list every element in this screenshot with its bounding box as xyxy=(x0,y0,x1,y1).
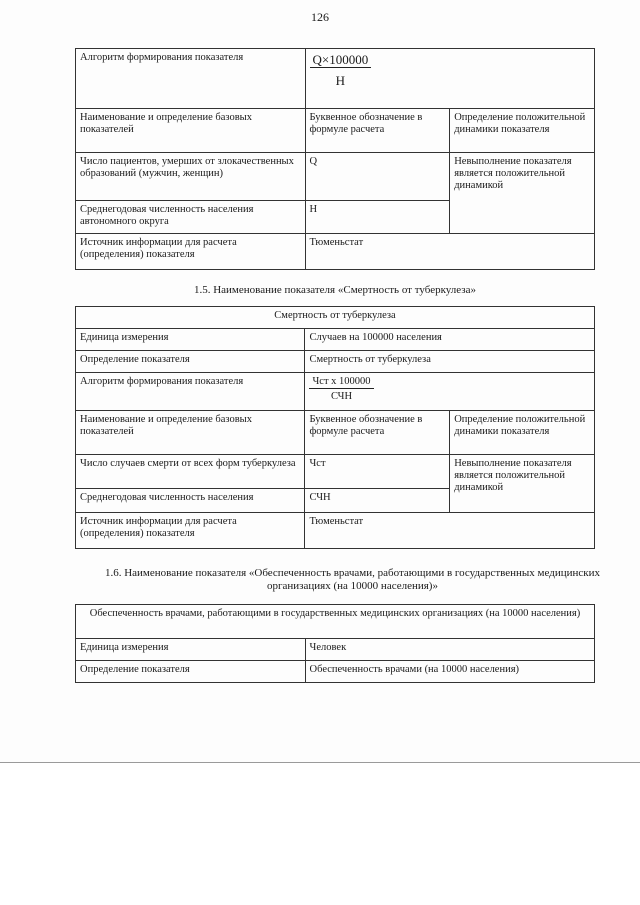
table-title-row xyxy=(76,307,595,329)
formula-cell xyxy=(305,49,595,109)
table-row xyxy=(76,373,595,411)
header-col3: Определение положительной динамики показателя xyxy=(450,411,595,455)
base-indicator-symbol: Q xyxy=(305,153,450,201)
formula-denominator: СЧН xyxy=(330,391,353,402)
table-row xyxy=(76,455,595,489)
base-indicator-name: Среднегодовая численность населения xyxy=(76,489,305,513)
unit-value: Человек xyxy=(305,639,594,661)
table-row xyxy=(76,153,595,201)
base-indicator-symbol: Чст xyxy=(305,455,450,489)
definition-value: Смертность от туберкулеза xyxy=(305,351,595,373)
base-indicator-name: Число случаев смерти от всех форм туберкулеза xyxy=(76,455,305,489)
base-indicator-name: Среднегодовая численность населения автономного округа xyxy=(76,201,306,234)
table-row xyxy=(76,234,595,270)
source-label: Источник информации для расчета (определения) показателя xyxy=(76,513,305,549)
table-title: Обеспеченность врачами, работающими в государственных медицинских организациях (на 10000 населения) xyxy=(76,605,595,639)
section-1-6-caption: 1.6. Наименование показателя «Обеспеченность врачами, работающими в государственных медицинских организациях (на 10000 населения)» xyxy=(104,567,601,592)
unit-value: Случаев на 100000 населения xyxy=(305,329,595,351)
table-doctor-availability xyxy=(75,604,595,683)
definition-label: Определение показателя xyxy=(76,351,305,373)
table-row xyxy=(76,351,595,373)
section-1-5-caption: 1.5. Наименование показателя «Смертность от туберкулеза» xyxy=(193,284,477,296)
base-indicator-name: Число пациентов, умерших от злокачественных образований (мужчин, женщин) xyxy=(76,153,306,201)
table-header-row xyxy=(76,411,595,455)
algorithm-label: Алгоритм формирования показателя xyxy=(76,373,305,411)
table-row xyxy=(76,639,595,661)
table-title-row xyxy=(76,605,595,639)
formula-cell xyxy=(305,373,595,411)
header-col3: Определение положительной динамики показателя xyxy=(450,109,595,153)
source-label: Источник информации для расчета (определения) показателя xyxy=(76,234,306,270)
formula-denominator: H xyxy=(335,73,346,88)
header-col2: Буквенное обозначение в формуле расчета xyxy=(305,411,450,455)
source-value: Тюменьстат xyxy=(305,513,595,549)
page-number: 126 xyxy=(311,10,329,24)
table-row xyxy=(76,329,595,351)
table-indicator-cancer-mortality xyxy=(75,48,595,270)
base-indicator-symbol: Н xyxy=(305,201,450,234)
unit-label: Единица измерения xyxy=(76,639,306,661)
table-row xyxy=(76,513,595,549)
definition-label: Определение показателя xyxy=(76,661,306,683)
dynamics-definition: Невыполнение показателя является положительной динамикой xyxy=(450,153,595,234)
base-indicator-symbol: СЧН xyxy=(305,489,450,513)
definition-value: Обеспеченность врачами (на 10000 населения) xyxy=(305,661,594,683)
unit-label: Единица измерения xyxy=(76,329,305,351)
formula-numerator: Q×100000 xyxy=(310,52,372,68)
header-col1: Наименование и определение базовых показателей xyxy=(76,109,306,153)
table-row xyxy=(76,661,595,683)
header-col1: Наименование и определение базовых показателей xyxy=(76,411,305,455)
formula xyxy=(309,376,373,403)
table-tuberculosis-mortality xyxy=(75,306,595,549)
formula-numerator: Чст х 100000 xyxy=(309,376,373,389)
table-title: Смертность от туберкулеза xyxy=(76,307,595,329)
header-col2: Буквенное обозначение в формуле расчета xyxy=(305,109,450,153)
table-row xyxy=(76,49,595,109)
table-header-row xyxy=(76,109,595,153)
dynamics-definition: Невыполнение показателя является положительной динамикой xyxy=(450,455,595,513)
formula xyxy=(310,52,372,88)
algorithm-label: Алгоритм формирования показателя xyxy=(76,49,306,109)
source-value: Тюменьстат xyxy=(305,234,595,270)
